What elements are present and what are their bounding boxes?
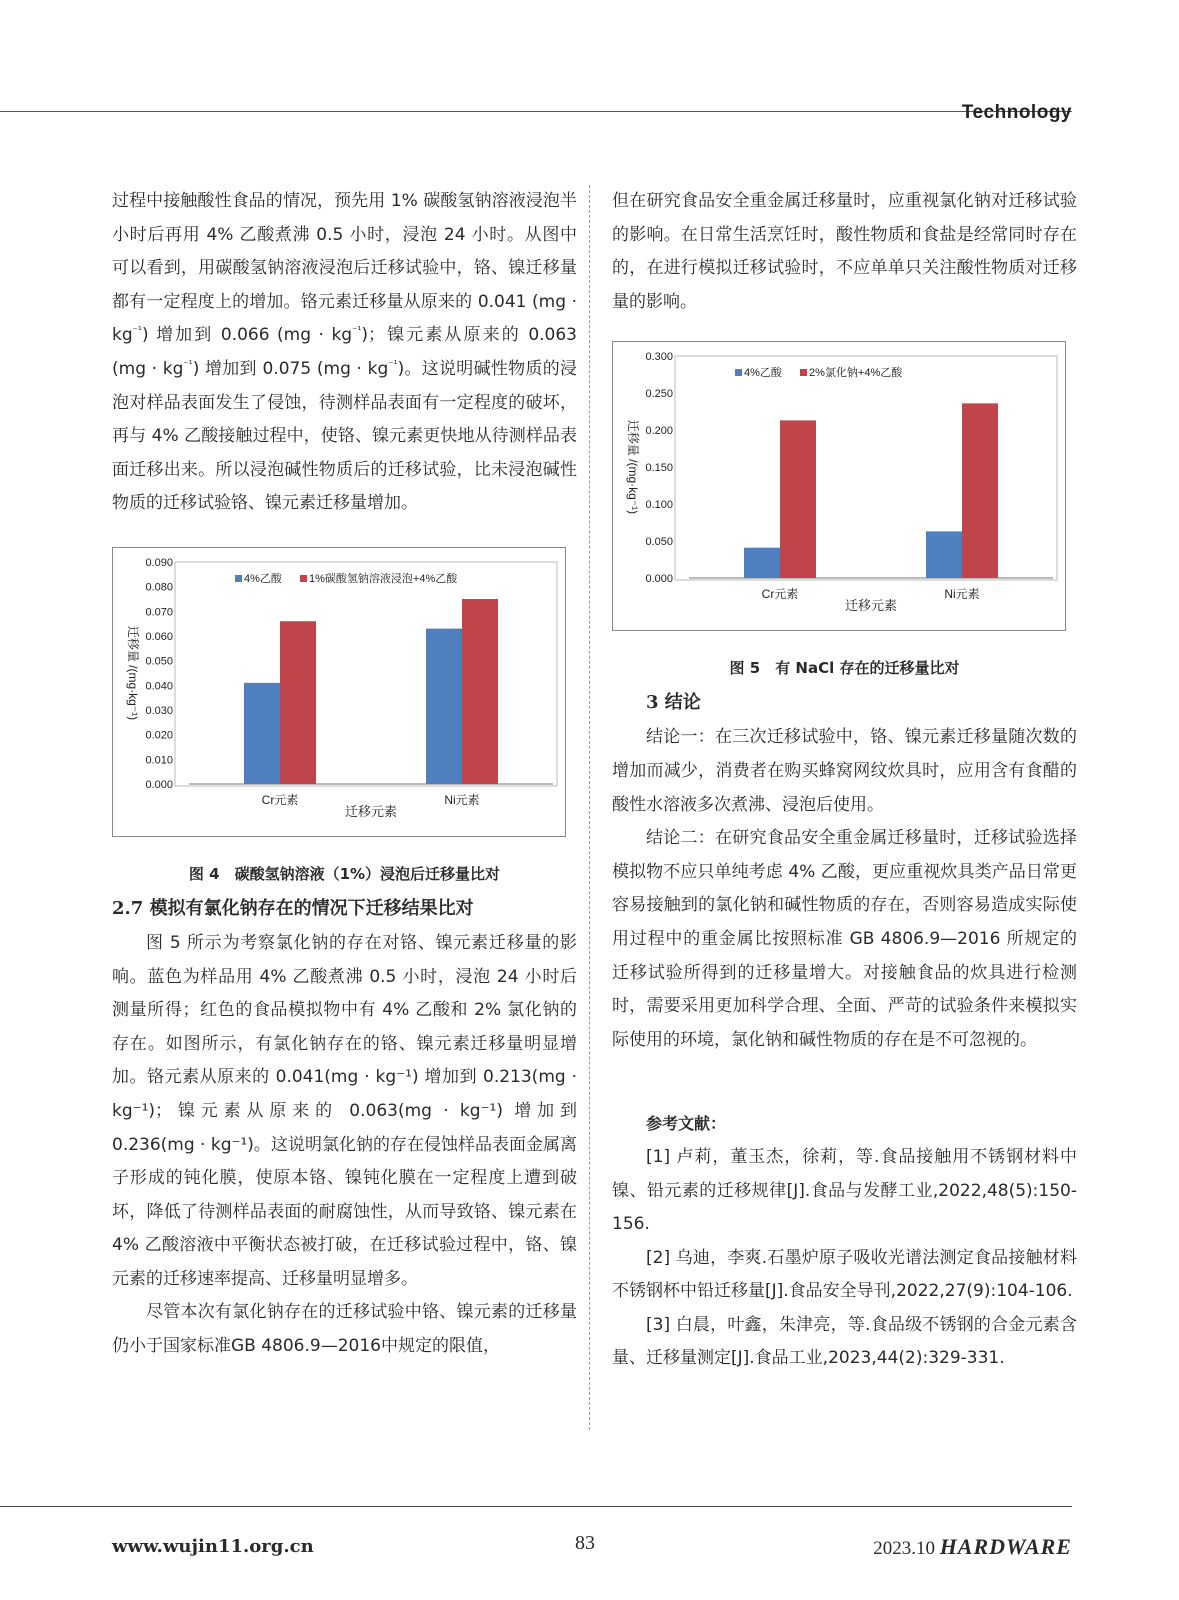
y-axis-label: 迁移量 /(mg·kg⁻¹) [126,625,140,721]
conclusion-1: 结论一：在三次迁移试验中，铬、镍元素迁移量随次数的增加而减少，消费者在购买蜂窝网纹炊具时，应用含有食醋的酸性水溶液多次煮沸、浸泡后使用。 [612,727,1077,815]
bar [426,629,462,784]
y-tick-label: 0.080 [145,581,173,594]
bar [780,421,816,579]
paragraph-bicarbonate: 过程中接触酸性食品的情况，预先用 1% 碳酸氢钠溶液浸泡半小时后再用 4% 乙酸煮沸 0.5 小时，浸泡 24 小时。从图中可以看到，用碳酸氢钠溶液浸泡后迁移试验中，铬、镍迁移量都有一定程度上的增加。铬元素迁移量从原来的 0.041 $(mg \cdot kg^{^{-1}})$ 增加到 0.066 $(mg \cdot kg^{^{-1}})$；镍元素从原来的 0.063 $(mg \cdot kg^{^{-1}})$ 增加到 0.075 $(mg \cdot kg^{^{-1}})$。这说明碱性物质的浸泡对样品表面发生了侵蚀，待测样品表面有一定程度的破坏，再与 4% 乙酸接触过程中，使铬、镍元素更快地从待测样品表面迁移出来。所以浸泡碱性物质后的迁移试验，比未浸泡碱性物质的迁移试验铬、镍元素迁移量增加。 [112,191,577,514]
y-tick-label: 0.000 [645,573,673,586]
bar [744,548,780,578]
x-axis-label: 迁移元素 [844,598,898,614]
category-label: Cr元素 [261,792,299,807]
y-tick-label: 0.060 [145,630,173,643]
section-3-title: 3 结论 [646,692,701,714]
left-column [112,185,577,1364]
reference-item: [1] 卢莉，董玉杰，徐莉，等.食品接触用不锈钢材料中镍、铅元素的迁移规律[J].食品与发酵工业,2022,48(5):150-156. [612,1146,1077,1235]
y-tick-label: 0.300 [645,351,673,364]
figure-4-caption: 图 4 碳酸氢钠溶液（1%）浸泡后迁移量比对 [188,864,501,883]
paragraph-nacl: 图 5 所示为考察氯化钠的存在对铬、镍元素迁移量的影响。蓝色为样品用 4% 乙酸煮沸 0.5 小时，浸泡 24 小时后测量所得；红色的食品模拟物中有 4% 乙酸和 2% 氯化钠的存在。如图所示，有氯化钠存在的铬、镍元素迁移量明显增加。铬元素从原来的 0.041(mg · kg⁻¹) 增加到 0.213(mg · kg⁻¹)；镍元素从原来的 0.063(mg · kg⁻¹) 增加到 0.236(mg · kg⁻¹)。这说明氯化钠的存在侵蚀样品表面金属离子形成的钝化膜，使原本铬、镍钝化膜在一定程度上遭到破坏，降低了待测样品表面的耐腐蚀性，从而导致铬、镍元素在 4% 乙酸溶液中平衡状态被打破，在迁移试验过程中，铬、镍元素的迁移速率提高、迁移量明显增多。 [112,932,577,1289]
figure-4-chart [112,547,566,837]
plot-area [175,562,557,786]
y-tick-label: 0.010 [145,754,173,767]
x-axis-label: 迁移元素 [344,803,398,819]
bar [962,404,998,579]
y-axis-label: 迁移量 /(mg·kg⁻¹) [626,420,640,515]
header-rule [0,111,1072,112]
legend-label: 4%乙酸 [744,367,782,380]
reference-item: [2] 乌迪，李爽.石墨炉原子吸收光谱法测定食品接触材料不锈钢杯中铅迁移量[J].食品安全导刊,2022,27(9):104-106. [612,1247,1077,1302]
legend-swatch [235,575,242,582]
column-divider [589,185,590,1430]
y-tick-label: 0.050 [645,536,673,549]
legend-label: 2%氯化钠+4%乙酸 [809,367,903,380]
bar [462,599,498,784]
category-label: Cr元素 [761,587,799,602]
y-tick-label: 0.200 [645,425,673,438]
footer-rule [0,1506,1072,1507]
bar [244,683,280,784]
bar [926,532,962,579]
legend-label: 4%乙酸 [244,572,282,585]
legend-swatch [300,575,307,582]
category-label: Ni元素 [944,587,980,602]
paragraph-nacl-limit: 尽管本次有氯化钠存在的迁移试验中铬、镍元素的迁移量仍小于国家标准GB 4806.9—2016中规定的限值， [112,1302,577,1357]
category-label: Ni元素 [444,792,480,807]
y-tick-label: 0.070 [145,606,173,619]
y-tick-label: 0.020 [145,729,173,742]
bar [280,621,316,784]
footer-issue: 2023.10 HARDWARE [873,1534,1072,1559]
y-tick-label: 0.040 [145,680,173,693]
footer-website[interactable]: www.wujin11.org.cn [112,1536,314,1557]
section-label: Technology [961,102,1072,123]
page-number: 83 [575,1532,595,1554]
y-tick-label: 0.150 [645,462,673,475]
y-tick-label: 0.050 [145,655,173,668]
y-tick-label: 0.000 [145,778,173,791]
legend-swatch [735,369,742,376]
chart-5-svg [613,342,1065,630]
plot-area [675,356,1057,580]
chart-4-svg [113,548,565,836]
references-title: 参考文献： [646,1114,727,1134]
section-2-7-title: 2.7 模拟有氯化钠存在的情况下迁移结果比对 [112,897,474,919]
figure-5-chart [612,341,1066,631]
legend-label: 1%碳酸氢钠溶液浸泡+4%乙酸 [309,572,458,585]
legend-swatch [800,369,807,376]
right-column [612,185,1077,1376]
reference-item: [3] 白晨，叶鑫，朱津亮，等.食品级不锈钢的合金元素含量、迁移量测定[J].食品工业,2023,44(2):329-331. [612,1314,1077,1369]
y-tick-label: 0.100 [645,499,673,512]
paragraph-nacl-continued: 但在研究食品安全重金属迁移量时，应重视氯化钠对迁移试验的影响。在日常生活烹饪时，酸性物质和食盐是经常同时存在的，在进行模拟迁移试验时，不应单单只关注酸性物质对迁移量的影响。 [612,191,1077,312]
y-tick-label: 0.250 [645,388,673,401]
figure-5-caption: 图 5 有 NaCl 存在的迁移量比对 [729,659,960,678]
y-tick-label: 0.030 [145,704,173,717]
conclusion-2: 结论二：在研究食品安全重金属迁移量时，迁移试验选择模拟物不应只单纯考虑 4% 乙酸，更应重视炊具类产品日常更容易接触到的氯化钠和碱性物质的存在，否则容易造成实际使用过程中的重金属比按照标准 GB 4806.9—2016 所规定的迁移试验所得到的迁移量增大。对接触食品的炊具进行检测时，需要采用更加科学合理、全面、严苛的试验条件来模拟实际使用的环境，氯化钠和碱性物质的存在是不可忽视的。 [612,828,1077,1050]
y-tick-label: 0.090 [145,556,173,569]
